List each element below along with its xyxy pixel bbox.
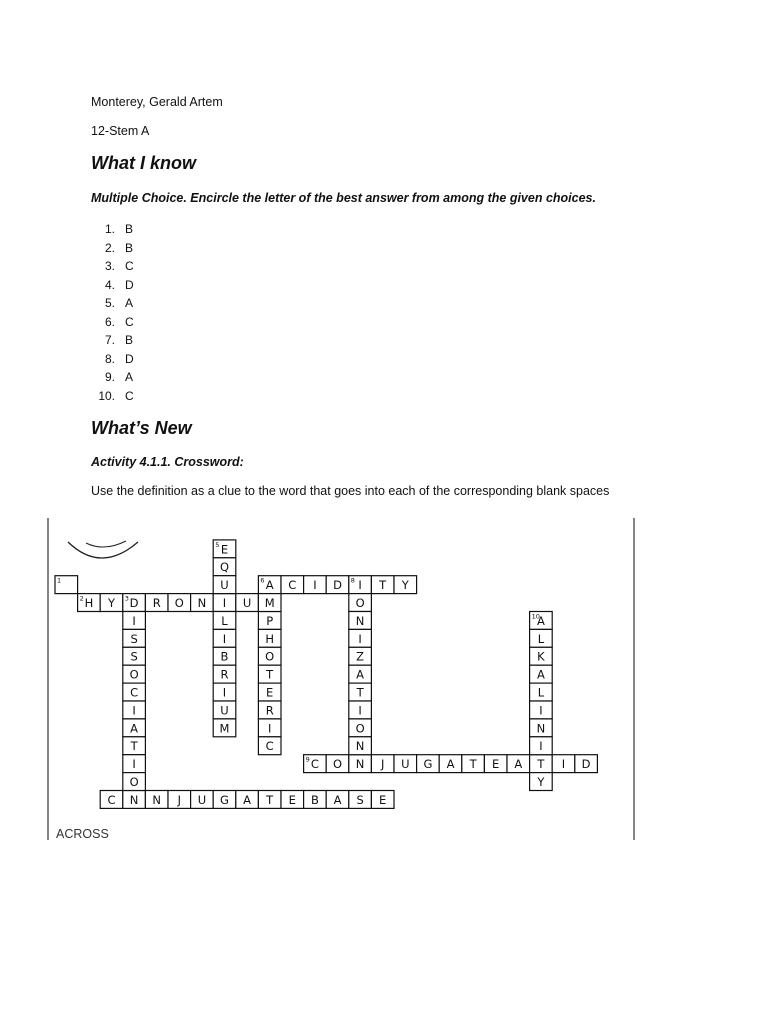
crossword-cell [213,701,236,719]
crossword-cell [394,576,417,594]
cell-letter: C [265,739,274,754]
crossword-cell [100,594,123,612]
clue-number: 6 [260,576,265,585]
cell-letter: N [536,721,546,736]
cell-letter: C [107,792,116,807]
crossword-cell [145,791,168,809]
clue-number: 5 [215,540,220,549]
crossword-cells [55,540,597,809]
answer-letter: D [125,351,134,366]
crossword-cell [213,683,236,701]
crossword-cell [349,612,372,630]
answer-letter: C [125,388,134,403]
cell-letter: E [220,542,229,557]
crossword-cell [371,755,394,773]
cell-letter: D [581,757,591,772]
crossword-instruction: Use the definition as a clue to the word that goes into each of the corresponding blank spaces [91,484,610,498]
crossword-cell [530,737,553,755]
crossword-cell [123,594,146,612]
crossword-cell [530,773,553,791]
cell-letter: B [220,649,229,664]
answer-letter: C [125,259,134,273]
crossword-cell [439,755,462,773]
crossword-puzzle [46,518,636,840]
cell-letter: I [313,578,317,593]
cell-letter: U [197,792,207,807]
crossword-cell [258,647,281,665]
cell-letter: A [130,721,139,736]
cell-letter: I [358,631,362,646]
crossword-cell [349,665,372,683]
cell-letter: U [401,757,410,772]
cell-letter: O [174,596,184,610]
cell-letter: R [265,703,274,718]
crossword-cell [258,629,281,647]
cell-letter: L [537,631,545,646]
crossword-cell [530,701,553,719]
crossword-cell [349,576,372,594]
cell-letter: A [333,792,342,807]
list-item: 8. D [91,350,134,369]
cell-letter: G [220,792,229,807]
crossword-cell [371,791,394,809]
cell-letter: N [129,792,139,807]
crossword-cell [258,701,281,719]
list-item: 9. A [91,368,134,387]
clue-number: 9 [305,755,310,764]
cell-letter: I [358,703,362,718]
clue-number: 10 [531,612,540,621]
cell-letter: H [265,631,275,646]
crossword-cell [191,594,214,612]
answer-list [91,220,134,405]
cell-letter: O [355,596,365,610]
crossword-cell [236,594,259,612]
crossword-cell [213,719,236,737]
cell-letter: L [537,685,545,700]
cell-letter: C [310,757,319,772]
cell-letter: N [355,739,365,754]
clue-number: 3 [124,594,129,603]
cell-letter: Y [107,596,116,610]
crossword-cell [123,755,146,773]
crossword-cell [213,647,236,665]
crossword-cell [304,791,327,809]
crossword-cell [258,719,281,737]
cell-letter: L [221,613,228,628]
crossword-cell [100,791,123,809]
crossword-cell [349,755,372,773]
cell-letter: T [356,685,364,700]
crossword-cell [213,540,236,558]
cell-letter: U [220,703,229,718]
crossword-cell [417,755,440,773]
student-name: Monterey, Gerald Artem [91,95,223,109]
crossword-cell [213,629,236,647]
crossword-cell [213,576,236,594]
cell-letter: R [220,667,229,682]
student-section: 12-Stem A [91,124,150,138]
cell-letter: I [132,757,136,772]
crossword-cell [349,647,372,665]
crossword-cell [123,665,146,683]
cell-letter: A [243,792,252,807]
cell-letter: E [379,792,387,807]
crossword-cell [258,665,281,683]
crossword-cell [236,791,259,809]
cell-letter: M [219,721,230,736]
list-item: 4. D [91,276,134,295]
activity-label: Activity 4.1.1. Crossword: [91,455,244,469]
whats-new-heading: What’s New [91,418,192,438]
cell-letter: S [130,649,138,664]
cell-letter: Y [401,578,409,593]
list-item: 5. A [91,294,134,313]
crossword-cell [326,576,349,594]
crossword-cell [349,594,372,612]
cell-letter: I [561,757,566,772]
list-item: 3. C [91,257,134,276]
crossword-cell [123,719,146,737]
crossword-cell [281,576,304,594]
cell-letter: I [132,703,136,718]
cell-letter: R [152,596,161,610]
crossword-cell [123,737,146,755]
crossword-cell [530,612,553,630]
crossword-cell [213,594,236,612]
crossword-cell [394,755,417,773]
cell-letter: A [446,757,455,772]
crossword-cell [258,791,281,809]
cell-letter: J [177,792,182,807]
crossword-cell [349,629,372,647]
cell-letter: O [332,757,343,772]
crossword-cell [530,683,553,701]
cell-letter: C [130,685,139,700]
crossword-cell [213,791,236,809]
crossword-cell [349,737,372,755]
crossword-cell [258,594,281,612]
crossword-cell [258,612,281,630]
crossword-cell [123,647,146,665]
cell-letter: D [333,578,342,593]
crossword-cell [575,755,598,773]
cell-letter: O [265,649,275,664]
cell-letter: E [288,792,296,807]
answer-letter: D [125,277,134,292]
clue-number: 1 [57,576,62,585]
cell-letter: I [539,703,543,718]
crossword-cell [326,791,349,809]
cell-letter: A [514,757,523,772]
list-item: 6. C [91,313,134,332]
cell-letter: O [129,667,139,682]
cell-letter: U [242,596,252,610]
crossword-cell [123,629,146,647]
crossword-cell [349,701,372,719]
cell-letter: T [469,757,477,772]
cell-letter: S [130,631,138,646]
cell-letter: T [266,792,274,807]
answer-letter: A [125,370,134,384]
crossword-cell [304,576,327,594]
answer-letter: B [125,333,134,347]
crossword-cell [349,719,372,737]
list-item: 2. B [91,239,134,258]
crossword-cell [552,755,575,773]
cell-letter: E [492,757,500,772]
cell-letter: A [536,613,545,628]
cell-letter: D [129,596,139,610]
cell-letter: J [380,757,385,772]
cell-letter: I [132,613,136,628]
crossword-cell [484,755,507,773]
what-i-know-heading: What I know [91,153,196,173]
crossword-cell [213,558,236,576]
answer-letter: A [125,296,134,310]
cell-letter: K [537,649,545,664]
crossword-cell [213,612,236,630]
cell-letter: T [537,757,545,772]
crossword-cell [530,665,553,683]
cell-letter: T [379,578,387,593]
answer-letter: B [125,240,134,255]
cell-letter: A [356,667,365,682]
crossword-cell [349,683,372,701]
list-item: 10. C [91,387,134,406]
crossword-cell [304,755,327,773]
cell-letter: N [152,792,162,807]
cell-letter: T [266,667,274,682]
clipped-drawing [68,542,138,558]
cell-letter: T [130,739,138,754]
crossword-cell [191,791,214,809]
cell-letter: A [265,578,274,593]
cell-letter: H [84,596,94,610]
cell-letter: Z [356,649,365,664]
list-item: 7. B [91,331,134,350]
cell-letter: I [222,631,227,646]
crossword-cell [145,594,168,612]
cell-letter: B [310,792,319,807]
cell-letter: C [288,578,297,593]
crossword-cell [123,612,146,630]
clue-number: 2 [79,594,84,603]
cell-letter: N [197,596,207,610]
cell-letter: N [355,613,365,628]
crossword-cell [123,683,146,701]
cell-letter: A [536,667,545,682]
list-item: 1. B [91,220,134,239]
crossword-cell [462,755,485,773]
crossword-cell [530,755,553,773]
crossword-cell [258,576,281,594]
crossword-cell [123,773,146,791]
crossword-cell [123,701,146,719]
crossword-cell [168,594,191,612]
crossword-cell [78,594,101,612]
crossword-cell [326,755,349,773]
cell-letter: I [267,721,272,736]
crossword-cell [258,737,281,755]
crossword-cell [530,629,553,647]
cell-letter: U [220,578,229,593]
crossword-cell [507,755,530,773]
cell-letter: Y [537,775,545,789]
cell-letter: G [423,757,433,772]
cell-letter: I [358,578,362,593]
cell-letter: O [355,721,365,736]
cell-letter: S [356,792,364,807]
crossword-cell [258,683,281,701]
answer-letter: C [125,314,134,329]
crossword-cell [55,576,78,594]
cell-letter: I [539,739,543,754]
crossword-cell [349,791,372,809]
crossword-grid [46,518,636,840]
clipped-drawing-inner [86,541,126,547]
multiple-choice-instruction: Multiple Choice. Encircle the letter of the best answer from among the given choices. [91,191,596,205]
cell-letter: I [222,685,227,700]
cell-letter: M [264,596,275,610]
cell-letter: P [266,613,274,628]
crossword-cell [213,665,236,683]
crossword-cell [530,719,553,737]
crossword-cell [371,576,394,594]
cell-letter: I [222,596,227,610]
clue-number: 8 [350,576,355,585]
crossword-cell [168,791,191,809]
cell-letter: Q [219,560,230,575]
cell-letter: O [129,775,139,789]
crossword-cell [530,647,553,665]
crossword-cell [281,791,304,809]
cell-letter: N [355,757,365,772]
answer-letter: B [125,222,134,236]
cell-letter: E [266,685,274,700]
crossword-cell [123,791,146,809]
across-label: ACROSS [56,827,109,840]
